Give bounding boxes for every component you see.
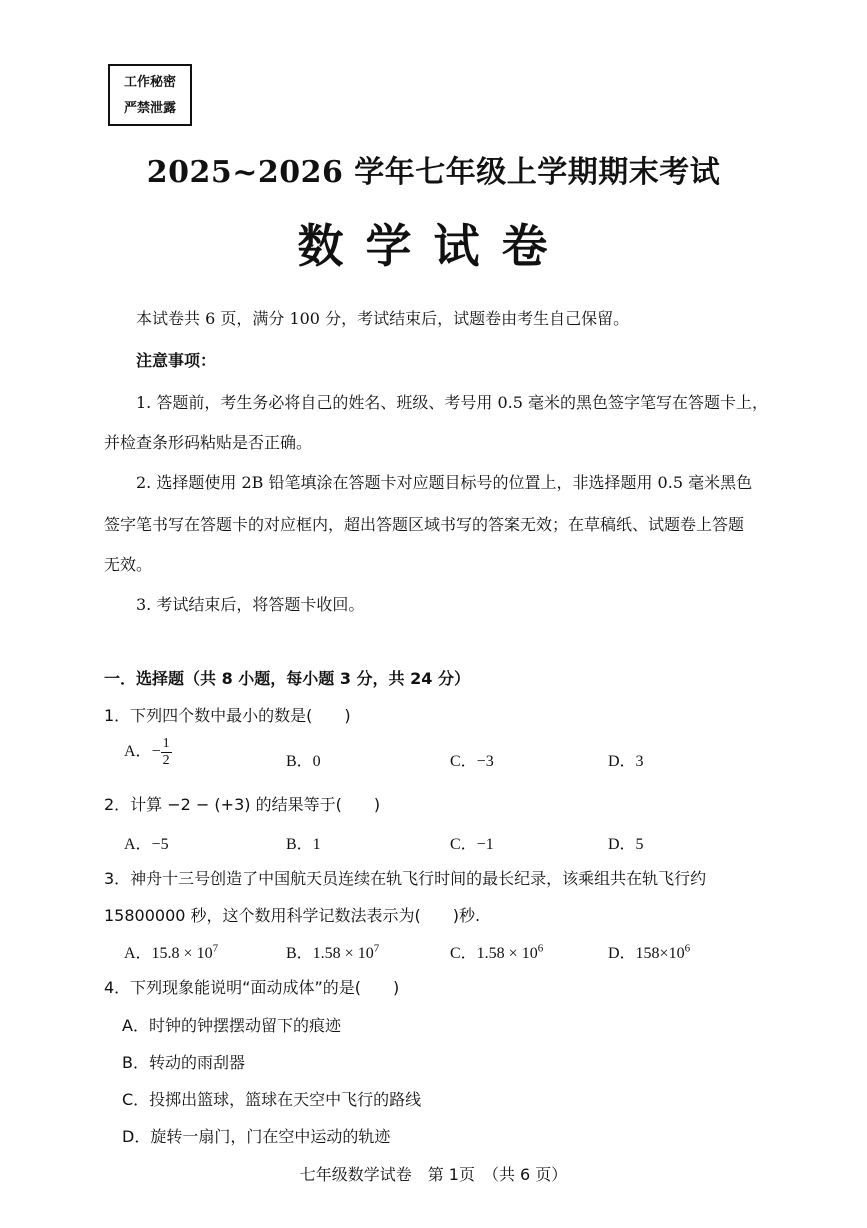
question-4-option-c: C．投掷出篮球，篮球在天空中飞行的路线	[122, 1090, 422, 1109]
fraction-denominator: 2	[162, 753, 170, 768]
intro-text: 本试卷共 6 页，满分 100 分，考试结束后，试题卷由考生自己保留。	[136, 309, 630, 328]
question-3-option-b	[286, 940, 379, 963]
question-1-option-a	[124, 736, 172, 769]
notice-2-line-1: 2. 选择题使用 2B 铅笔填涂在答题卡对应题目标号的位置上，非选择题用 0.5 毫米黑色	[136, 473, 753, 492]
question-3-stem-line-1: 3．神舟十三号创造了中国航天员连续在轨飞行时间的最长纪录，该乘组共在轨飞行约	[104, 869, 707, 888]
question-3-option-a	[124, 940, 218, 963]
fraction	[161, 736, 172, 769]
option-d-exponent: 6	[684, 942, 691, 955]
question-1-stem: 1．下列四个数中最小的数是( )	[104, 706, 351, 725]
question-4-option-a: A．时钟的钟摆摆动留下的痕迹	[122, 1016, 341, 1035]
exam-subtitle: 数学试卷	[297, 219, 570, 273]
notice-1-line-2: 并检查条形码粘贴是否正确。	[104, 433, 313, 452]
stamp-line-1: 工作秘密	[123, 75, 176, 90]
question-1-option-c: C．−3	[450, 753, 494, 770]
stamp-line-2: 严禁泄露	[123, 101, 176, 116]
notice-2-line-2: 签字笔书写在答题卡的对应框内，超出答题区域书写的答案无效；在草稿纸、试题卷上答题	[104, 515, 745, 534]
option-b-exponent: 7	[373, 942, 380, 955]
question-2-stem: 2．计算 −2 − (+3) 的结果等于( )	[104, 795, 381, 814]
option-c-base: C．1.58 × 10	[450, 945, 538, 962]
question-4-option-b: B．转动的雨刮器	[122, 1053, 245, 1072]
option-b-base: B．1.58 × 10	[286, 945, 374, 962]
option-a-base: A．15.8 × 10	[124, 945, 213, 962]
exam-title: 2025~2026 学年七年级上学期期末考试	[146, 155, 721, 190]
question-4-option-d: D．旋转一扇门，门在空中运动的轨迹	[122, 1127, 391, 1146]
question-2-option-d: D．5	[608, 836, 644, 853]
notice-2-line-3: 无效。	[104, 555, 153, 574]
notice-1-line-1: 1. 答题前，考生务必将自己的姓名、班级、考号用 0.5 毫米的黑色签字笔写在答题卡上，	[136, 393, 768, 412]
notice-heading: 注意事项：	[136, 351, 217, 370]
page-footer: 七年级数学试卷 第 1页 （共 6 页）	[299, 1165, 568, 1184]
option-a-label: A．	[124, 743, 152, 761]
notice-3: 3. 考试结束后，将答题卡收回。	[136, 595, 365, 614]
question-2-option-b: B．1	[286, 836, 321, 853]
question-3-option-d	[608, 940, 690, 963]
section-heading: 一．选择题（共 8 小题，每小题 3 分，共 24 分）	[104, 669, 470, 688]
question-3-option-c	[450, 940, 543, 963]
question-1-option-d: D．3	[608, 753, 644, 770]
option-a-exponent: 7	[212, 942, 219, 955]
fraction-numerator: 1	[162, 736, 170, 751]
question-4-stem: 4．下列现象能说明“面动成体”的是( )	[104, 978, 400, 997]
option-c-exponent: 6	[537, 942, 544, 955]
question-2-option-a: A．−5	[124, 836, 169, 853]
question-1-option-b: B．0	[286, 753, 321, 770]
fraction-sign: −	[151, 743, 161, 761]
confidential-stamp	[108, 64, 192, 126]
question-3-stem-line-2: 15800000 秒，这个数用科学记数法表示为( )秒.	[104, 906, 481, 925]
option-d-base: D．158×10	[608, 945, 685, 962]
question-2-option-c: C．−1	[450, 836, 494, 853]
